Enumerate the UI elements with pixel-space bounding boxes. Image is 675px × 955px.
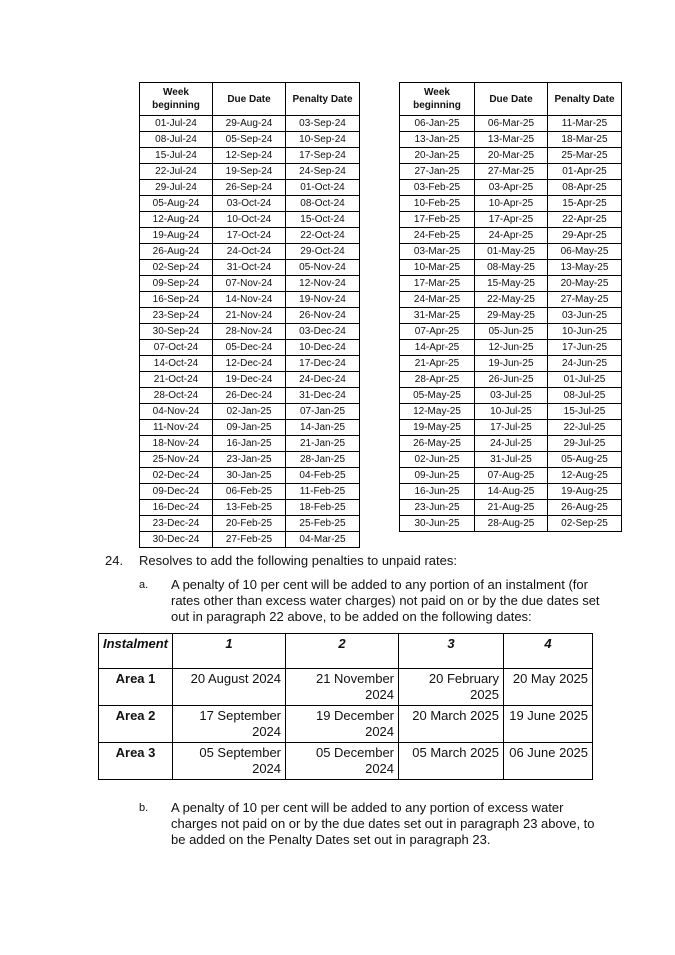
table-row: [99, 743, 593, 780]
column-header-instalment: Instalment: [99, 634, 173, 669]
table-row: [140, 468, 360, 484]
penalty-date-cell: 18-Feb-25: [286, 500, 360, 516]
due-date-cell: 28-Aug-25: [475, 516, 548, 532]
column-header-penalty-date: Penalty Date: [548, 83, 622, 116]
penalty-date-cell: 04-Feb-25: [286, 468, 360, 484]
penalty-date-cell: 12-Aug-25: [548, 468, 622, 484]
table-row: [140, 132, 360, 148]
column-header-instalment-4: 4: [504, 634, 593, 669]
table-row: [400, 244, 622, 260]
table-row: [140, 420, 360, 436]
week-beginning-cell: 14-Apr-25: [400, 340, 475, 356]
due-date-cell: 31-Jul-25: [475, 452, 548, 468]
penalty-date-cell: 01-Apr-25: [548, 164, 622, 180]
table-header-row: [99, 634, 593, 669]
penalty-date-cell: 05-Nov-24: [286, 260, 360, 276]
penalty-date-cell: 10-Jun-25: [548, 324, 622, 340]
penalty-date-cell: 17-Sep-24: [286, 148, 360, 164]
week-beginning-cell: 17-Mar-25: [400, 276, 475, 292]
table-row: [400, 388, 622, 404]
due-date-cell: 12-Dec-24: [213, 356, 286, 372]
due-date-cell: 05-Sep-24: [213, 132, 286, 148]
table-row: [140, 308, 360, 324]
table-cell: 20 February 2025: [399, 669, 504, 706]
week-beginning-cell: 02-Sep-24: [140, 260, 213, 276]
week-beginning-cell: 29-Jul-24: [140, 180, 213, 196]
due-date-cell: 10-Apr-25: [475, 196, 548, 212]
due-date-cell: 19-Jun-25: [475, 356, 548, 372]
table-row: [400, 260, 622, 276]
penalty-date-cell: 07-Jan-25: [286, 404, 360, 420]
penalty-date-cell: 22-Jul-25: [548, 420, 622, 436]
table-row: [140, 436, 360, 452]
table-row: [140, 116, 360, 132]
penalty-date-cell: 06-May-25: [548, 244, 622, 260]
table-row: [400, 148, 622, 164]
week-beginning-cell: 03-Feb-25: [400, 180, 475, 196]
due-date-cell: 13-Feb-25: [213, 500, 286, 516]
table-row: [140, 372, 360, 388]
due-date-cell: 28-Nov-24: [213, 324, 286, 340]
due-date-cell: 22-May-25: [475, 292, 548, 308]
week-beginning-cell: 31-Mar-25: [400, 308, 475, 324]
week-beginning-cell: 04-Nov-24: [140, 404, 213, 420]
table-row: [400, 276, 622, 292]
table-row: [140, 500, 360, 516]
due-date-cell: 26-Sep-24: [213, 180, 286, 196]
week-beginning-cell: 14-Oct-24: [140, 356, 213, 372]
penalty-date-cell: 15-Apr-25: [548, 196, 622, 212]
table-cell: 06 June 2025: [504, 743, 593, 780]
week-beginning-cell: 19-May-25: [400, 420, 475, 436]
penalty-date-cell: 03-Jun-25: [548, 308, 622, 324]
week-beginning-cell: 21-Apr-25: [400, 356, 475, 372]
column-header-penalty-date: Penalty Date: [286, 83, 360, 116]
table-row: [140, 196, 360, 212]
week-beginning-cell: 08-Jul-24: [140, 132, 213, 148]
penalty-date-cell: 15-Jul-25: [548, 404, 622, 420]
week-beginning-cell: 15-Jul-24: [140, 148, 213, 164]
table-row: [400, 164, 622, 180]
table-header-row: [140, 83, 360, 116]
week-beginning-cell: 05-Aug-24: [140, 196, 213, 212]
penalty-date-cell: 17-Jun-25: [548, 340, 622, 356]
due-date-cell: 27-Feb-25: [213, 532, 286, 548]
penalty-date-cell: 04-Mar-25: [286, 532, 360, 548]
table-row: [400, 116, 622, 132]
due-date-cell: 20-Feb-25: [213, 516, 286, 532]
due-date-cell: 01-May-25: [475, 244, 548, 260]
penalty-date-cell: 29-Oct-24: [286, 244, 360, 260]
due-date-cell: 12-Sep-24: [213, 148, 286, 164]
penalty-date-cell: 19-Aug-25: [548, 484, 622, 500]
week-beginning-cell: 20-Jan-25: [400, 148, 475, 164]
week-beginning-cell: 19-Aug-24: [140, 228, 213, 244]
due-date-cell: 21-Aug-25: [475, 500, 548, 516]
table-header-row: [400, 83, 622, 116]
due-date-cell: 19-Dec-24: [213, 372, 286, 388]
table-row: [400, 484, 622, 500]
table-row: [140, 388, 360, 404]
week-beginning-cell: 18-Nov-24: [140, 436, 213, 452]
table-row: [140, 260, 360, 276]
table-row: [400, 132, 622, 148]
column-header-due-date: Due Date: [213, 83, 286, 116]
due-date-cell: 26-Dec-24: [213, 388, 286, 404]
week-beginning-cell: 12-May-25: [400, 404, 475, 420]
week-beginning-cell: 28-Oct-24: [140, 388, 213, 404]
week-beginning-cell: 02-Jun-25: [400, 452, 475, 468]
penalty-schedule-table-right: [399, 82, 622, 532]
week-beginning-cell: 30-Dec-24: [140, 532, 213, 548]
table-row: [140, 148, 360, 164]
week-beginning-cell: 07-Apr-25: [400, 324, 475, 340]
week-beginning-cell: 23-Jun-25: [400, 500, 475, 516]
table-row: [400, 420, 622, 436]
table-row: [140, 164, 360, 180]
week-beginning-cell: 10-Feb-25: [400, 196, 475, 212]
subparagraph-b-text: A penalty of 10 per cent will be added to any portion of excess water charges not paid on or by the due dates set out in paragraph 23 above, to be added on the Penalty Dates set out in paragraph 23.: [171, 800, 595, 847]
penalty-date-cell: 02-Sep-25: [548, 516, 622, 532]
due-date-cell: 05-Dec-24: [213, 340, 286, 356]
week-beginning-cell: 23-Dec-24: [140, 516, 213, 532]
table-cell: 20 March 2025: [399, 706, 504, 743]
week-beginning-cell: 17-Feb-25: [400, 212, 475, 228]
penalty-date-cell: 26-Aug-25: [548, 500, 622, 516]
due-date-cell: 31-Oct-24: [213, 260, 286, 276]
penalty-date-cell: 24-Sep-24: [286, 164, 360, 180]
due-date-cell: 30-Jan-25: [213, 468, 286, 484]
penalty-date-cell: 11-Mar-25: [548, 116, 622, 132]
column-header-due-date: Due Date: [475, 83, 548, 116]
penalty-date-cell: 21-Jan-25: [286, 436, 360, 452]
due-date-cell: 29-May-25: [475, 308, 548, 324]
column-header-week-beginning: Week beginning: [140, 83, 213, 116]
penalty-date-cell: 29-Apr-25: [548, 228, 622, 244]
penalty-date-cell: 03-Dec-24: [286, 324, 360, 340]
table-cell: 05 September 2024: [173, 743, 286, 780]
table-row: [99, 706, 593, 743]
table-row: [400, 404, 622, 420]
penalty-date-cell: 11-Feb-25: [286, 484, 360, 500]
penalty-date-cell: 05-Aug-25: [548, 452, 622, 468]
column-header-week-beginning: Week beginning: [400, 83, 475, 116]
penalty-date-cell: 14-Jan-25: [286, 420, 360, 436]
penalty-date-cell: 03-Sep-24: [286, 116, 360, 132]
week-beginning-cell: 11-Nov-24: [140, 420, 213, 436]
week-beginning-cell: 02-Dec-24: [140, 468, 213, 484]
table-row: [140, 292, 360, 308]
table-row: [400, 516, 622, 532]
due-date-cell: 19-Sep-24: [213, 164, 286, 180]
penalty-date-cell: 26-Nov-24: [286, 308, 360, 324]
table-cell: 20 May 2025: [504, 669, 593, 706]
penalty-date-cell: 25-Mar-25: [548, 148, 622, 164]
table-row: [140, 276, 360, 292]
due-date-cell: 05-Jun-25: [475, 324, 548, 340]
table-row: [140, 244, 360, 260]
due-date-cell: 03-Jul-25: [475, 388, 548, 404]
table-cell: 05 December 2024: [286, 743, 399, 780]
due-date-cell: 06-Mar-25: [475, 116, 548, 132]
week-beginning-cell: 24-Feb-25: [400, 228, 475, 244]
table-cell: 19 December 2024: [286, 706, 399, 743]
table-row: [400, 452, 622, 468]
table-row: [140, 212, 360, 228]
penalty-date-cell: 10-Sep-24: [286, 132, 360, 148]
week-beginning-cell: 12-Aug-24: [140, 212, 213, 228]
due-date-cell: 07-Aug-25: [475, 468, 548, 484]
table-row: [140, 452, 360, 468]
due-date-cell: 12-Jun-25: [475, 340, 548, 356]
penalty-date-cell: 08-Apr-25: [548, 180, 622, 196]
due-date-cell: 07-Nov-24: [213, 276, 286, 292]
row-label-area-2: Area 2: [99, 706, 173, 743]
week-beginning-cell: 03-Mar-25: [400, 244, 475, 260]
due-date-cell: 24-Jul-25: [475, 436, 548, 452]
table-row: [140, 356, 360, 372]
column-header-instalment-2: 2: [286, 634, 399, 669]
table-row: [99, 669, 593, 706]
penalty-date-cell: 27-May-25: [548, 292, 622, 308]
table-cell: 19 June 2025: [504, 706, 593, 743]
paragraph-24-text: Resolves to add the following penalties to unpaid rates:: [139, 553, 457, 568]
week-beginning-cell: 09-Jun-25: [400, 468, 475, 484]
table-row: [140, 180, 360, 196]
table-row: [140, 228, 360, 244]
due-date-cell: 17-Jul-25: [475, 420, 548, 436]
week-beginning-cell: 10-Mar-25: [400, 260, 475, 276]
due-date-cell: 26-Jun-25: [475, 372, 548, 388]
due-date-cell: 21-Nov-24: [213, 308, 286, 324]
paragraph-24-number: 24.: [105, 553, 124, 568]
penalty-date-cell: 15-Oct-24: [286, 212, 360, 228]
due-date-cell: 24-Oct-24: [213, 244, 286, 260]
table-row: [400, 324, 622, 340]
table-row: [400, 308, 622, 324]
penalty-date-cell: 01-Oct-24: [286, 180, 360, 196]
week-beginning-cell: 09-Dec-24: [140, 484, 213, 500]
week-beginning-cell: 07-Oct-24: [140, 340, 213, 356]
due-date-cell: 17-Apr-25: [475, 212, 548, 228]
due-date-cell: 03-Apr-25: [475, 180, 548, 196]
week-beginning-cell: 01-Jul-24: [140, 116, 213, 132]
table-row: [400, 356, 622, 372]
table-row: [400, 468, 622, 484]
week-beginning-cell: 16-Dec-24: [140, 500, 213, 516]
penalty-date-cell: 28-Jan-25: [286, 452, 360, 468]
penalty-date-cell: 08-Oct-24: [286, 196, 360, 212]
table-row: [140, 324, 360, 340]
penalty-date-cell: 24-Dec-24: [286, 372, 360, 388]
table-row: [400, 212, 622, 228]
week-beginning-cell: 23-Sep-24: [140, 308, 213, 324]
penalty-date-cell: 08-Jul-25: [548, 388, 622, 404]
penalty-date-cell: 22-Apr-25: [548, 212, 622, 228]
penalty-date-cell: 12-Nov-24: [286, 276, 360, 292]
week-beginning-cell: 22-Jul-24: [140, 164, 213, 180]
table-row: [400, 180, 622, 196]
due-date-cell: 03-Oct-24: [213, 196, 286, 212]
due-date-cell: 10-Oct-24: [213, 212, 286, 228]
due-date-cell: 08-May-25: [475, 260, 548, 276]
table-cell: 20 August 2024: [173, 669, 286, 706]
penalty-date-cell: 20-May-25: [548, 276, 622, 292]
week-beginning-cell: 21-Oct-24: [140, 372, 213, 388]
week-beginning-cell: 09-Sep-24: [140, 276, 213, 292]
due-date-cell: 24-Apr-25: [475, 228, 548, 244]
due-date-cell: 15-May-25: [475, 276, 548, 292]
penalty-schedule-table-left: [139, 82, 360, 548]
week-beginning-cell: 16-Jun-25: [400, 484, 475, 500]
due-date-cell: 02-Jan-25: [213, 404, 286, 420]
week-beginning-cell: 25-Nov-24: [140, 452, 213, 468]
week-beginning-cell: 28-Apr-25: [400, 372, 475, 388]
penalty-date-cell: 22-Oct-24: [286, 228, 360, 244]
row-label-area-1: Area 1: [99, 669, 173, 706]
week-beginning-cell: 30-Jun-25: [400, 516, 475, 532]
week-beginning-cell: 26-May-25: [400, 436, 475, 452]
table-row: [400, 292, 622, 308]
due-date-cell: 27-Mar-25: [475, 164, 548, 180]
instalment-penalty-table: [98, 633, 593, 780]
table-row: [140, 484, 360, 500]
penalty-date-cell: 17-Dec-24: [286, 356, 360, 372]
due-date-cell: 14-Nov-24: [213, 292, 286, 308]
column-header-instalment-3: 3: [399, 634, 504, 669]
table-row: [400, 372, 622, 388]
week-beginning-cell: 30-Sep-24: [140, 324, 213, 340]
table-row: [400, 228, 622, 244]
row-label-area-3: Area 3: [99, 743, 173, 780]
penalty-date-cell: 13-May-25: [548, 260, 622, 276]
table-row: [400, 340, 622, 356]
subparagraph-b-letter: b.: [139, 802, 149, 814]
table-row: [140, 340, 360, 356]
penalty-date-cell: 19-Nov-24: [286, 292, 360, 308]
table-row: [140, 532, 360, 548]
week-beginning-cell: 24-Mar-25: [400, 292, 475, 308]
table-row: [140, 516, 360, 532]
penalty-date-cell: 01-Jul-25: [548, 372, 622, 388]
due-date-cell: 23-Jan-25: [213, 452, 286, 468]
due-date-cell: 29-Aug-24: [213, 116, 286, 132]
week-beginning-cell: 27-Jan-25: [400, 164, 475, 180]
due-date-cell: 16-Jan-25: [213, 436, 286, 452]
due-date-cell: 14-Aug-25: [475, 484, 548, 500]
due-date-cell: 17-Oct-24: [213, 228, 286, 244]
column-header-instalment-1: 1: [173, 634, 286, 669]
penalty-date-cell: 24-Jun-25: [548, 356, 622, 372]
due-date-cell: 09-Jan-25: [213, 420, 286, 436]
table-cell: 21 November 2024: [286, 669, 399, 706]
table-cell: 17 September 2024: [173, 706, 286, 743]
table-row: [400, 436, 622, 452]
penalty-date-cell: 18-Mar-25: [548, 132, 622, 148]
due-date-cell: 10-Jul-25: [475, 404, 548, 420]
week-beginning-cell: 05-May-25: [400, 388, 475, 404]
table-row: [400, 196, 622, 212]
subparagraph-a-text: A penalty of 10 per cent will be added to any portion of an instalment (for rates other than excess water charges) not paid on or by the due dates set out in paragraph 22 above, to be added on the following dates:: [171, 577, 600, 624]
due-date-cell: 20-Mar-25: [475, 148, 548, 164]
table-row: [140, 404, 360, 420]
table-cell: 05 March 2025: [399, 743, 504, 780]
penalty-date-cell: 29-Jul-25: [548, 436, 622, 452]
week-beginning-cell: 13-Jan-25: [400, 132, 475, 148]
subparagraph-a-letter: a.: [139, 579, 149, 591]
penalty-date-cell: 10-Dec-24: [286, 340, 360, 356]
table-row: [400, 500, 622, 516]
week-beginning-cell: 16-Sep-24: [140, 292, 213, 308]
penalty-date-cell: 25-Feb-25: [286, 516, 360, 532]
week-beginning-cell: 06-Jan-25: [400, 116, 475, 132]
due-date-cell: 06-Feb-25: [213, 484, 286, 500]
week-beginning-cell: 26-Aug-24: [140, 244, 213, 260]
penalty-date-cell: 31-Dec-24: [286, 388, 360, 404]
due-date-cell: 13-Mar-25: [475, 132, 548, 148]
